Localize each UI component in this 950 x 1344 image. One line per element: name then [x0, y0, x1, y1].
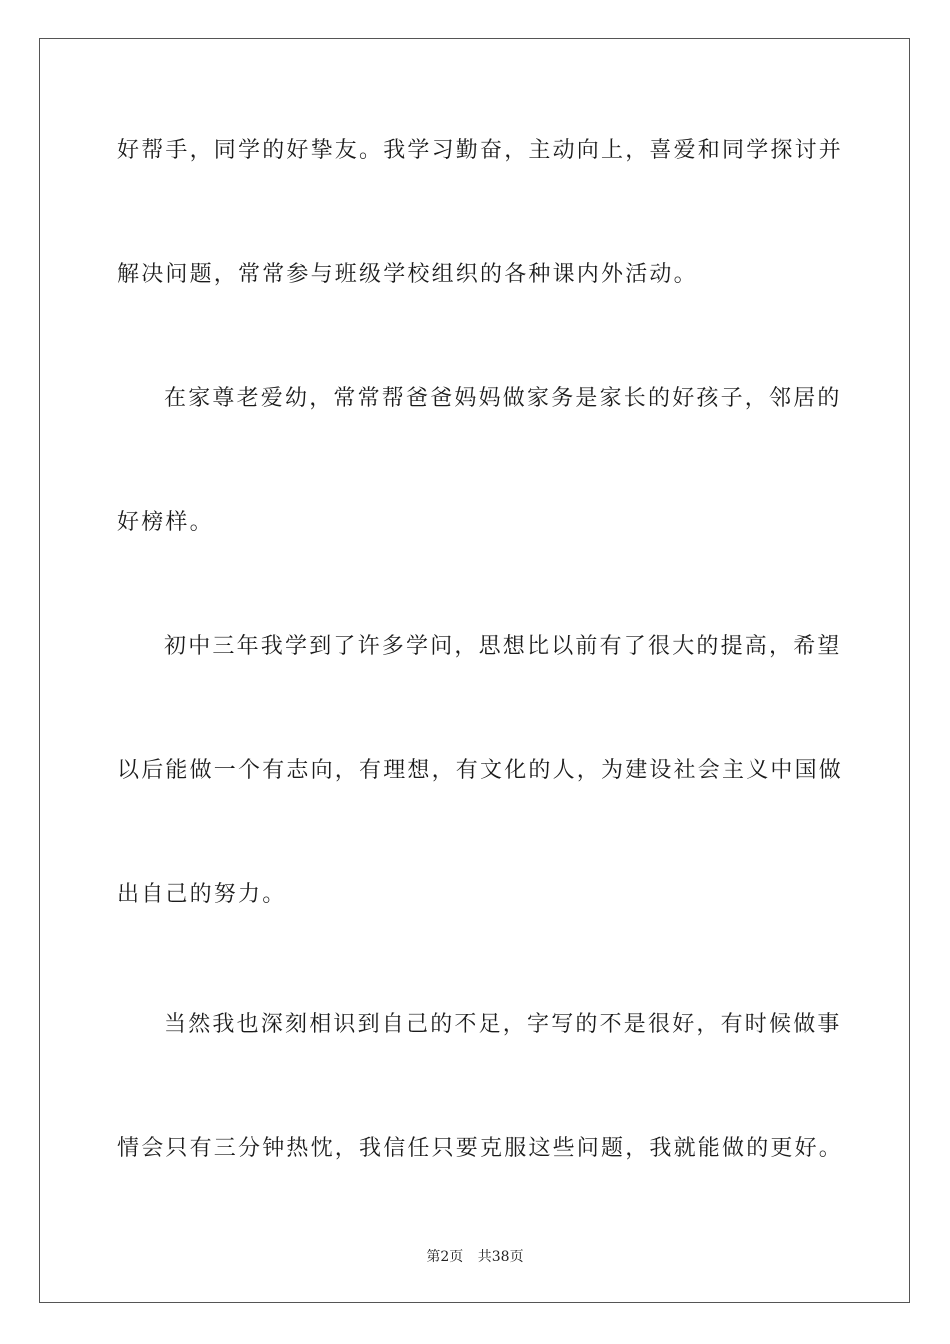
text-line: 以后能做一个有志向，有理想，有文化的人，为建设社会主义中国做 [117, 758, 844, 783]
page-footer [0, 1246, 950, 1266]
text-line: 好榜样。 [117, 510, 214, 535]
page-border [39, 38, 910, 1303]
text-line: 解决问题，常常参与班级学校组织的各种课内外活动。 [117, 262, 698, 287]
text-line: 好帮手，同学的好挚友。我学习勤奋，主动向上，喜爱和同学探讨并 [117, 138, 844, 163]
text-line: 情会只有三分钟热忱，我信任只要克服这些问题，我就能做的更好。 [117, 1136, 844, 1161]
text-line: 在家尊老爱幼，常常帮爸爸妈妈做家务是家长的好孩子，邻居的 [164, 386, 842, 411]
page-number: 第2页 [426, 1249, 464, 1265]
text-line: 当然我也深刻相识到自己的不足，字写的不是很好，有时候做事 [164, 1012, 842, 1037]
text-line: 出自己的努力。 [117, 882, 287, 907]
page-total: 共38页 [477, 1249, 524, 1265]
text-line: 初中三年我学到了许多学问，思想比以前有了很大的提高，希望 [164, 634, 842, 659]
